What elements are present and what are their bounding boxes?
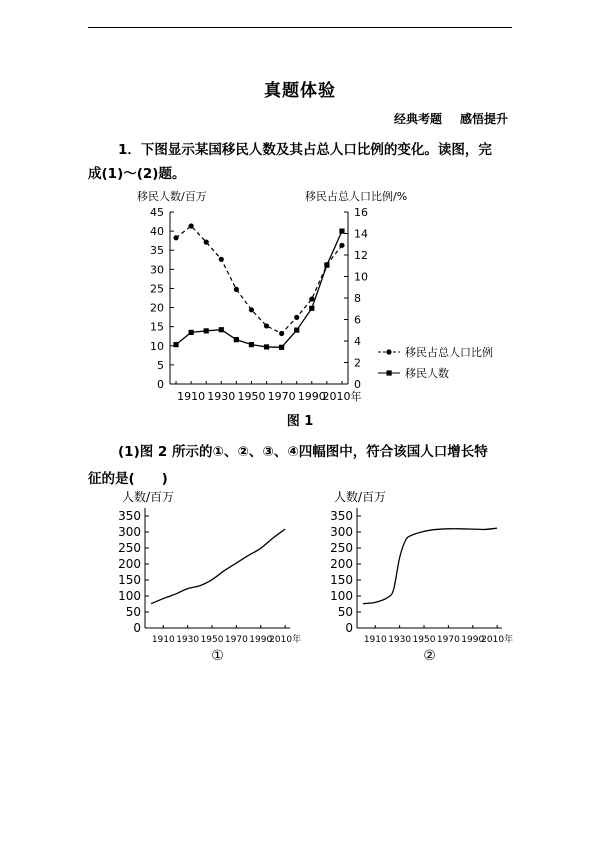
- y-tick-label: 50: [125, 605, 141, 619]
- subtitle-right: 感悟提升: [459, 112, 508, 126]
- series-count-point: [249, 342, 254, 347]
- x-tick-label: 1930: [207, 390, 236, 403]
- series-ratio-line: [176, 226, 342, 334]
- y-tick-label: 100: [330, 589, 353, 603]
- x-tick-label: 1910: [151, 635, 175, 645]
- series-ratio-point: [219, 257, 224, 262]
- series-count-point: [339, 229, 344, 234]
- y-left-tick-label: 0: [157, 378, 164, 391]
- y-axis-label: 人数/百万: [334, 490, 387, 504]
- y-right-tick-label: 16: [354, 206, 368, 219]
- y-left-tick-label: 35: [150, 244, 164, 258]
- y-right-tick-label: 8: [354, 292, 361, 305]
- y-tick-label: 150: [330, 573, 353, 587]
- section-subtitle: [394, 110, 508, 127]
- x-tick-label: 1910: [177, 390, 206, 403]
- y-tick-label: 350: [330, 509, 353, 523]
- x-tick-label: 1950: [200, 635, 224, 645]
- y-right-tick-label: 0: [354, 378, 361, 391]
- series-ratio-point: [234, 287, 239, 292]
- y-right-tick-label: 2: [354, 356, 361, 370]
- y-right-tick-label: 10: [354, 270, 368, 284]
- series-count-point: [309, 306, 314, 311]
- series-count-point: [219, 327, 224, 332]
- y-tick-label: 100: [118, 589, 141, 603]
- x-tick-label: 1910: [363, 635, 387, 645]
- top-rule: [88, 27, 512, 28]
- y-left-tick-label: 5: [157, 358, 164, 372]
- x-tick-label: 2010年: [481, 635, 514, 645]
- x-tick-label: 1990: [461, 635, 485, 645]
- series-ratio-point: [309, 296, 314, 301]
- y-right-tick-label: 4: [354, 335, 361, 348]
- x-tick-label: 1990: [249, 635, 273, 645]
- question-intro-line1: 1．下图显示某国移民人数及其占总人口比例的变化。读图，完: [118, 142, 492, 158]
- y-left-tick-label: 10: [150, 339, 164, 353]
- y-right-tick-label: 6: [354, 313, 361, 327]
- series-count-point: [324, 263, 329, 268]
- series-count-point: [264, 344, 269, 349]
- y-left-tick-label: 45: [150, 206, 164, 219]
- series-count-point: [173, 342, 178, 347]
- legend-count-marker: [387, 370, 392, 375]
- series-ratio-point: [249, 307, 254, 312]
- x-tick-label: 1930: [176, 635, 200, 645]
- figure2-chart-1: [100, 488, 340, 668]
- y-tick-label: 50: [337, 605, 353, 619]
- population-curve: [151, 529, 285, 604]
- y-tick-label: 0: [345, 621, 353, 635]
- x-tick-label: 1950: [412, 635, 436, 645]
- y-left-tick-label: 15: [150, 320, 164, 334]
- series-ratio-point: [189, 223, 194, 228]
- subquestion1-line1: (1)图 2 所示的①、②、③、④四幅图中，符合该国人口增长特: [118, 444, 488, 460]
- series-count-point: [204, 328, 209, 333]
- subtitle-left: 经典考题: [393, 112, 442, 126]
- question-intro-line2: 成(1)～(2)题。: [88, 166, 186, 182]
- y-axis-right-label: 移民占总人口比例/%: [305, 190, 408, 203]
- y-tick-label: 250: [330, 541, 353, 555]
- series-count-point: [234, 337, 239, 342]
- chart-label: ①: [211, 648, 224, 664]
- legend-count-label: 移民人数: [405, 367, 449, 380]
- chart-label: ②: [423, 648, 436, 664]
- population-curve: [363, 528, 497, 604]
- x-tick-label: 2010年: [269, 635, 302, 645]
- y-left-tick-label: 40: [150, 225, 164, 239]
- y-right-tick-label: 14: [354, 227, 368, 241]
- y-left-tick-label: 30: [150, 263, 164, 277]
- y-tick-label: 350: [118, 509, 141, 523]
- x-tick-label: 1930: [388, 635, 412, 645]
- figure2-chart-2: [312, 488, 552, 668]
- series-count-point: [189, 330, 194, 335]
- x-tick-label: 1950: [237, 390, 266, 403]
- series-ratio-point: [339, 243, 344, 248]
- page-title: 真题体验: [264, 81, 336, 101]
- series-ratio-point: [279, 331, 284, 336]
- figure1-caption: 图 1: [286, 414, 314, 429]
- y-left-tick-label: 20: [150, 301, 164, 315]
- y-axis-label: 人数/百万: [122, 490, 175, 504]
- series-ratio-point: [294, 315, 299, 320]
- y-axis-left-label: 移民人数/百万: [137, 190, 207, 203]
- series-ratio-point: [264, 323, 269, 328]
- y-tick-label: 0: [133, 621, 141, 635]
- x-tick-label: 1990: [297, 390, 326, 403]
- series-count-line: [176, 231, 342, 347]
- y-tick-label: 300: [118, 525, 141, 539]
- y-right-tick-label: 12: [354, 249, 368, 262]
- series-count-point: [294, 328, 299, 333]
- x-tick-label: 2010年: [322, 390, 362, 403]
- x-tick-label: 1970: [436, 635, 460, 645]
- y-tick-label: 250: [118, 541, 141, 555]
- legend-ratio-label: 移民占总人口比例: [405, 346, 493, 359]
- subquestion1-line2: 征的是( ): [88, 471, 168, 487]
- series-count-point: [279, 345, 284, 350]
- y-tick-label: 300: [330, 525, 353, 539]
- y-tick-label: 200: [118, 557, 141, 571]
- y-tick-label: 200: [330, 557, 353, 571]
- y-left-tick-label: 25: [150, 282, 164, 296]
- series-ratio-point: [173, 235, 178, 240]
- x-tick-label: 1970: [267, 390, 296, 403]
- x-tick-label: 1970: [224, 635, 248, 645]
- y-tick-label: 150: [118, 573, 141, 587]
- series-ratio-point: [204, 240, 209, 245]
- legend-ratio-marker: [386, 349, 391, 354]
